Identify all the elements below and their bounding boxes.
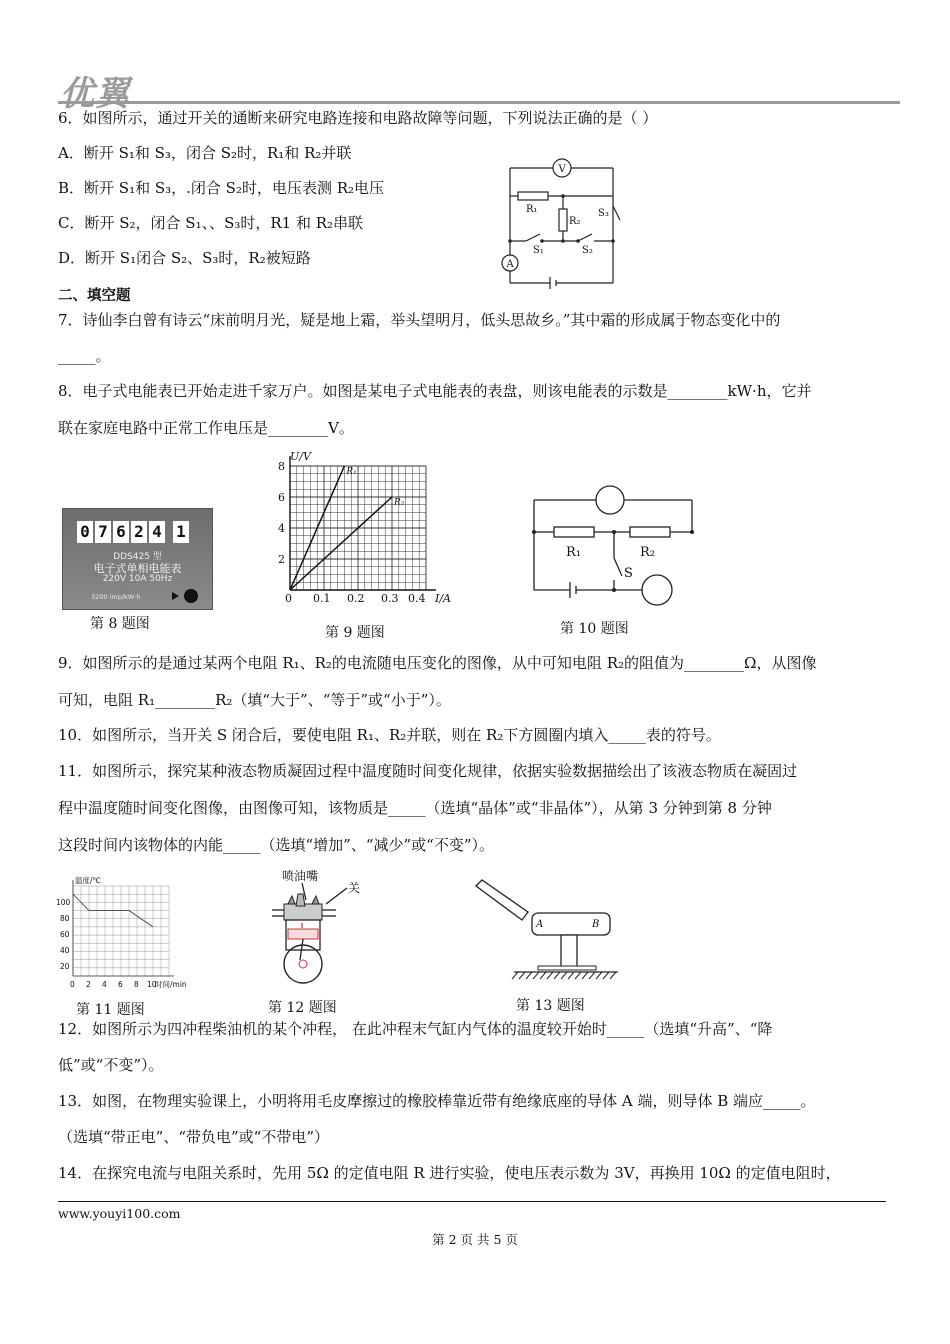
r1-label: R₁: [526, 204, 538, 215]
crankshaft-icon: [299, 960, 307, 968]
meter-display: [77, 521, 189, 543]
s3-label: S₃: [598, 208, 609, 219]
fig10-r2-label: R₂: [640, 545, 655, 560]
q12-line1: 12．如图所示为四冲程柴油机的某个冲程， 在此冲程末气缸内气体的温度较开始时_____（选填“升高”、“降: [58, 1020, 773, 1038]
fig9-ytick: 8: [278, 460, 285, 473]
q9-line2: 可知，电阻 R₁________R₂（填“大于”、“等于”或“小于”）。: [58, 691, 451, 709]
s2-label: S₂: [582, 245, 593, 256]
fig11-xtick: 8: [134, 980, 139, 989]
fig12-caption: 第 12 题图: [268, 1000, 337, 1016]
fig9-series-label-2: R₂: [394, 498, 405, 508]
meter-name: 电子式单相电能表: [93, 562, 182, 575]
fig10-bottom-meter-circle: [642, 575, 672, 605]
fig9-caption: 第 9 题图: [325, 625, 385, 641]
valve-icon: [312, 896, 319, 904]
q11-line2: 程中温度随时间变化图像，由图像可知，该物质是_____（选填“晶体”或“非晶体”），从第 3 分钟到第 8 分钟: [58, 799, 772, 817]
q6-option-a: A．断开 S₁和 S₃，闭合 S₂时，R₁和 R₂并联: [58, 144, 352, 162]
meter-panel: [62, 508, 213, 610]
rubber-rod: [476, 880, 528, 920]
fig9-ytick: 4: [278, 522, 285, 535]
meter-digit: 6: [113, 521, 129, 543]
fig10-circuit: [530, 480, 700, 610]
q11-line3: 这段时间内该物体的内能_____（选填“增加”、“减少”或“不变”）。: [58, 836, 495, 854]
fig11-xtick: 6: [118, 980, 123, 989]
meter-arrow-icon: [172, 592, 179, 600]
q6-option-c: C．断开 S₂，闭合 S₁、、S₃时，R1 和 R₂串联: [58, 214, 364, 232]
r2-label: R₂: [569, 216, 581, 227]
fig9-xtick: 0.1: [313, 592, 331, 605]
q12-line2: 低”或“不变”）。: [58, 1056, 164, 1074]
fig9-xtick: 0.4: [408, 592, 426, 605]
footer-url: www.youyi100.com: [58, 1206, 181, 1221]
meter-digit: 7: [95, 521, 111, 543]
section-title: 二、填空题: [58, 288, 131, 304]
fig9-chart: [270, 448, 460, 613]
q8-line2: 联在家庭电路中正常工作电压是________V。: [58, 419, 354, 437]
fig12-engine: [262, 866, 372, 986]
valve-icon: [288, 896, 295, 904]
q9-line1: 9．如图所示的是通过某两个电阻 R₁、R₂的电流随电压变化的图像，从中可知电阻 R₂的阻值为________Ω，从图像: [58, 654, 817, 672]
meter-spec: 220V 10A 50Hz: [102, 574, 173, 584]
q10-line1: 10．如图所示，当开关 S 闭合后，要使电阻 R₁、R₂并联，则在 R₂下方圆圈内填入_____表的符号。: [58, 726, 721, 744]
fig11-ytick: 20: [60, 962, 70, 971]
meter-digit: 0: [77, 521, 93, 543]
fig11-ytick: 80: [60, 914, 70, 923]
fig13-b-label: B: [592, 919, 600, 930]
fig9-ytick: 6: [278, 491, 285, 504]
fig11-ytick: 40: [60, 946, 70, 955]
voltmeter-label: V: [558, 164, 566, 175]
q6-option-d: D．断开 S₁闭合 S₂、S₃时，R₂被短路: [58, 249, 311, 267]
s1-label: S₁: [533, 245, 544, 256]
q13-line2: （选填“带正电”、“带负电”或“不带电”）: [58, 1128, 330, 1146]
q6-stem: 6．如图所示，通过开关的通断来研究电路连接和电路故障等问题，下列说法正确的是（ ）: [58, 109, 658, 127]
logo: 优翼: [60, 74, 130, 114]
q14-line1: 14．在探究电流与电阻关系时，先用 5Ω 的定值电阻 R 进行实验，使电压表示数为 3V，再换用 10Ω 的定值电阻时，: [58, 1164, 841, 1182]
fig11-chart: [56, 872, 201, 992]
fig9-xtick: 0.2: [347, 592, 365, 605]
q11-line1: 11．如图所示，探究某种液态物质凝固过程中温度随时间变化规律，依据实验数据描绘出了该液态物质在凝固过: [58, 762, 798, 780]
fig9-xlabel: I/A: [435, 592, 451, 605]
fig12-nozzle-label: 喷油嘴: [282, 869, 319, 883]
q6-option-b: B．断开 S₁和 S₃，.闭合 S₂时，电压表测 R₂电压: [58, 179, 385, 197]
ammeter-label: A: [506, 259, 514, 270]
header-rule: [58, 101, 900, 104]
fig13-conductor: [470, 880, 630, 985]
fig9-xtick: 0.3: [381, 592, 399, 605]
fig11-xlabel: 时间/min: [155, 980, 187, 989]
fig13-caption: 第 13 题图: [516, 998, 585, 1014]
fig11-xtick: 10: [147, 980, 157, 989]
fig11-caption: 第 11 题图: [76, 1002, 145, 1018]
meter-model: DDS425 型: [113, 552, 162, 562]
stand-base: [538, 966, 596, 970]
fig11-xtick: 2: [86, 980, 91, 989]
fig11-xtick: 0: [70, 980, 75, 989]
fig11-xtick: 4: [102, 980, 107, 989]
nozzle-icon: [296, 894, 305, 906]
meter-digit-decimal: 1: [173, 521, 189, 543]
q7-line2: _____。: [58, 347, 111, 365]
insulated-stand: [561, 935, 577, 967]
fig8-caption: 第 8 题图: [90, 616, 150, 632]
meter-imp: 3200 imp/kW·h: [91, 593, 141, 601]
crankcase: [284, 945, 322, 983]
q8-line1: 8．电子式电能表已开始走进千家万户。如图是某电子式电能表的表盘，则该电能表的示数是________kW·h，它并: [58, 382, 812, 400]
fig12-close-label: 关: [348, 881, 361, 895]
fig10-r1-label: R₁: [566, 545, 581, 560]
fig9-ylabel: U/V: [290, 450, 311, 463]
piston: [288, 929, 318, 939]
fig11-ylabel: 温度/℃: [75, 876, 101, 885]
fig13-a-label: A: [536, 919, 544, 930]
fig11-ytick: 60: [60, 930, 70, 939]
fig9-series-label-1: R₁: [346, 467, 357, 477]
fig9-xtick: 0: [285, 592, 292, 605]
fig10-top-meter-circle: [596, 486, 624, 514]
fig10-s-label: S: [624, 566, 633, 581]
q7-line1: 7．诗仙李白曾有诗云“床前明月光，疑是地上霜，举头望明月，低头思故乡。”其中霜的形成属于物态变化中的: [58, 311, 781, 329]
page-number: 第 2 页 共 5 页: [432, 1232, 518, 1247]
meter-pulse-light-icon: [184, 589, 198, 603]
fig9-ytick: 2: [278, 553, 285, 566]
fig11-ytick: 100: [56, 898, 71, 907]
footer-rule: [58, 1201, 886, 1202]
meter-digit: 4: [149, 521, 165, 543]
q6-circuit-figure: [490, 150, 640, 290]
q13-line1: 13．如图，在物理实验课上，小明将用毛皮摩擦过的橡胶棒靠近带有绝缘底座的导体 A 端，则导体 B 端应_____。: [58, 1092, 816, 1110]
meter-digit: 2: [131, 521, 147, 543]
fig10-caption: 第 10 题图: [560, 621, 629, 637]
